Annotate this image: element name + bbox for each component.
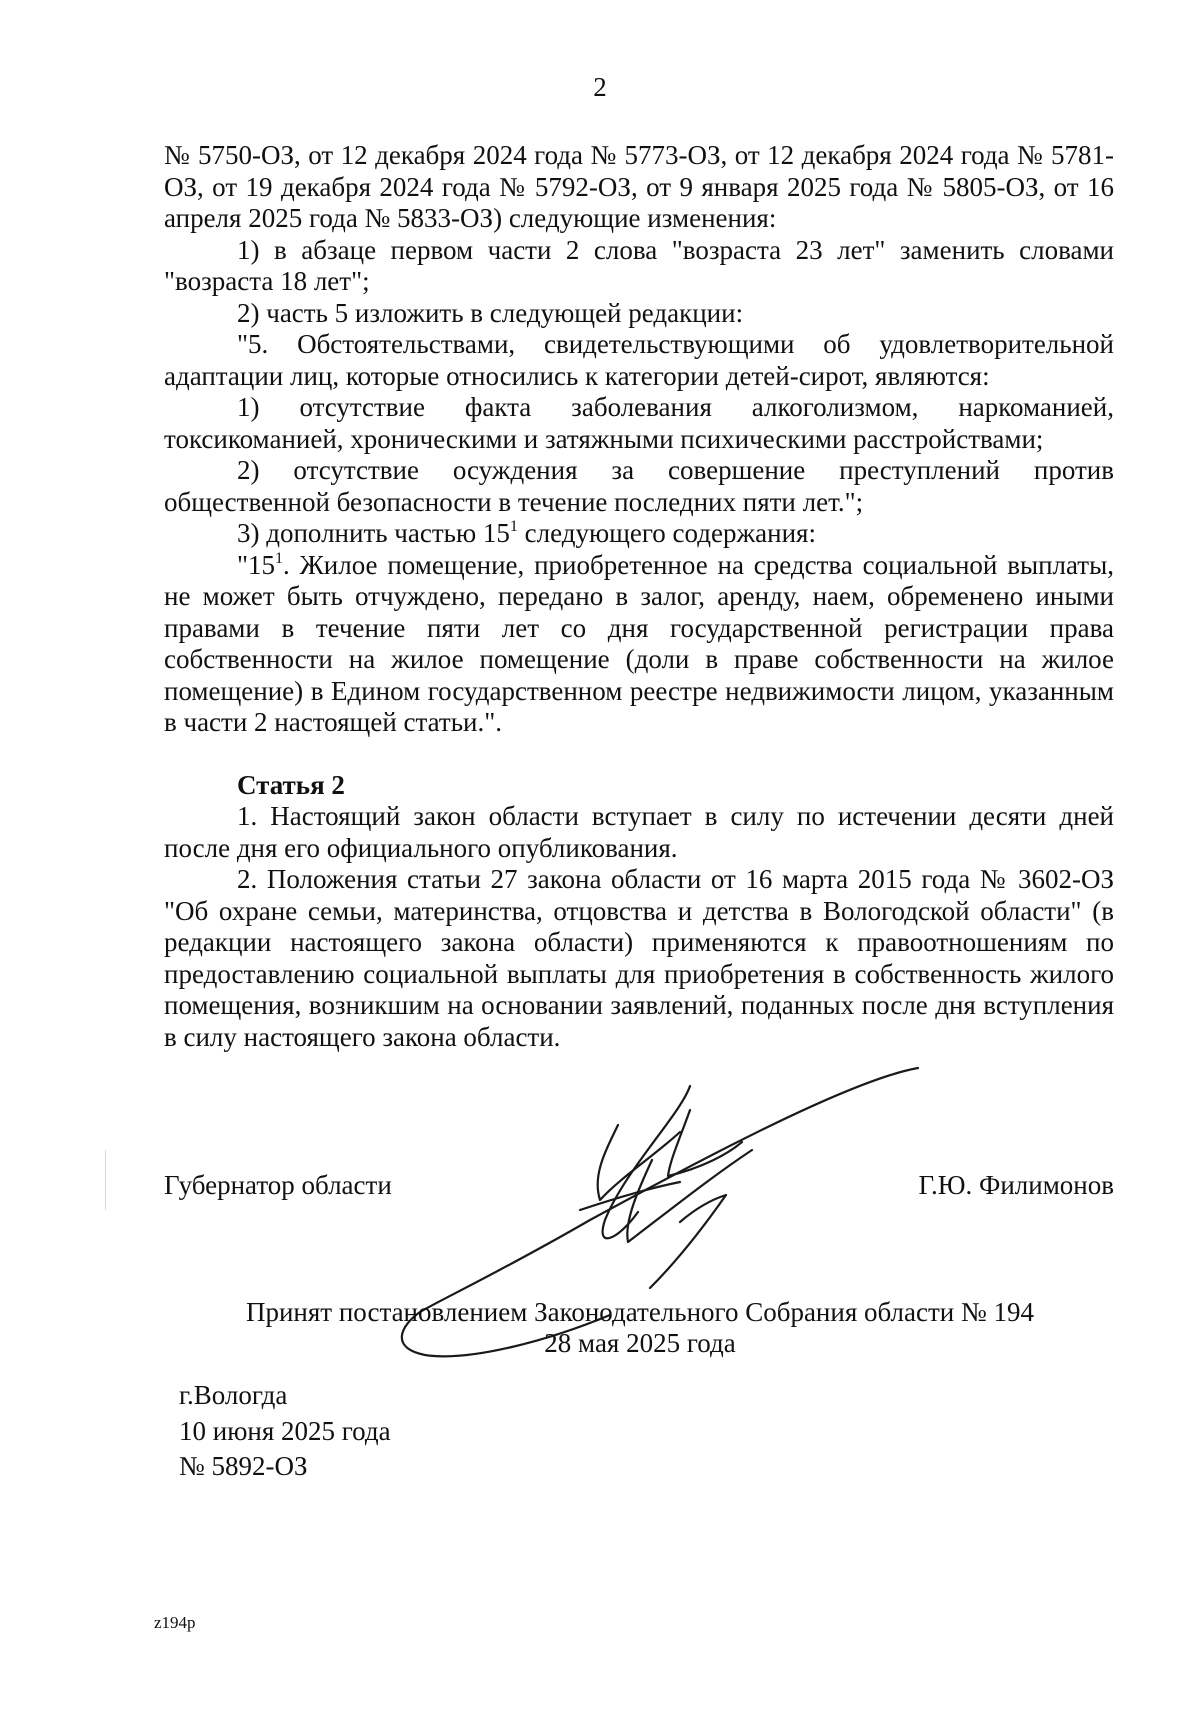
- article-2-heading: Статья 2: [237, 769, 345, 800]
- document-code: z194p: [154, 1613, 196, 1632]
- part-15-1-body: . Жилое помещение, приобретенное на средства социальной выплаты, не может быть отчуждено, передано в залог, аренду, наем, обременено иными правами в течение пяти лет со дня государственной регистрации права собственности на жилое помещение (доли в праве собственности на жилое помещение) в Едином государственном реестре недвижимости лицом, указанным в части 2 настоящей статьи.".: [164, 549, 1114, 737]
- amendment-item-3: [164, 518, 1114, 550]
- section-spacer: [164, 739, 1114, 770]
- item-3-superscript: 1: [509, 518, 518, 535]
- adoption-note: [0, 1297, 1200, 1359]
- part-5-subitem-2: 2) отсутствие осуждения за совершение преступлений против общественной безопасности в течение последних пяти лет.";: [164, 455, 1114, 517]
- place-date-block: [179, 1378, 391, 1485]
- part-15-1-prefix: "15: [237, 549, 276, 580]
- part-15-1-text: [164, 550, 1114, 739]
- signatory-role: Губернатор области: [164, 1170, 392, 1200]
- part-5-subitem-1: 1) отсутствие факта заболевания алкоголизмом, наркоманией, токсикоманией, хроническими и затяжными психическими расстройствами;: [164, 392, 1114, 454]
- amendment-intro: № 5750-ОЗ, от 12 декабря 2024 года № 5773-ОЗ, от 12 декабря 2024 года № 5781-ОЗ, от 19 декабря 2024 года № 5792-ОЗ, от 9 января 2025 года № 5805-ОЗ, от 16 апреля 2025 года № 5833-ОЗ) следующие изменения:: [164, 140, 1114, 233]
- item-3-text: 3) дополнить частью 15: [237, 518, 510, 548]
- signatory-name: Г.Ю. Филимонов: [918, 1170, 1114, 1200]
- signing-date: 10 июня 2025 года: [179, 1415, 391, 1446]
- article-2-paragraph-1: 1. Настоящий закон области вступает в силу по истечении десяти дней после дня его официального опубликования.: [164, 801, 1114, 863]
- item-3-text-end: следующего содержания:: [517, 518, 816, 548]
- amendment-item-2: 2) часть 5 изложить в следующей редакции:: [237, 297, 744, 328]
- part-5-text: "5. Обстоятельствами, свидетельствующими об удовлетворительной адаптации лиц, которые относились к категории детей-сирот, являются:: [164, 329, 1114, 391]
- part-15-1-superscript: 1: [275, 549, 284, 567]
- amendment-item-1: 1) в абзаце первом части 2 слова "возраста 23 лет" заменить словами "возраста 18 лет";: [164, 234, 1114, 296]
- law-number: № 5892-ОЗ: [179, 1451, 308, 1481]
- law-text: [164, 140, 1114, 1053]
- margin-mark: [105, 1150, 106, 1210]
- city: г.Вологда: [179, 1380, 288, 1410]
- adoption-resolution: Принят постановлением Законодательного Собрания области № 194: [245, 1297, 1035, 1327]
- page-number: 2: [593, 72, 607, 102]
- article-2-paragraph-2: 2. Положения статьи 27 закона области от 16 марта 2015 года № 3602-ОЗ "Об охране семьи, материнства, отцовства и детства в Вологодской области" (в редакции настоящего закона области) применяются к правоотношениям по предоставлению социальной выплаты для приобретения в собственность жилого помещения, возникшим на основании заявлений, поданных после дня вступления в силу настоящего закона области.: [164, 864, 1114, 1052]
- adoption-date: 28 мая 2025 года: [544, 1328, 736, 1358]
